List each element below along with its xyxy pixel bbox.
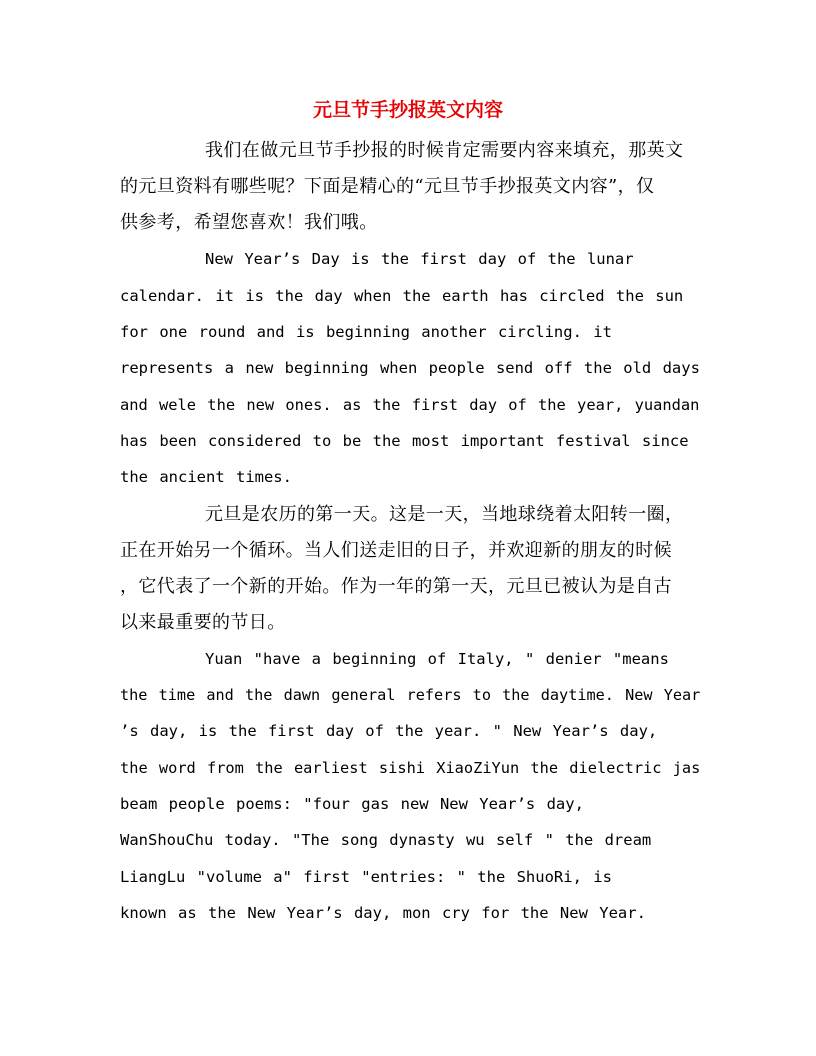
english-para1-line: the ancient times. [120,468,292,486]
english-para2-line: Yuan "have a beginning of Italy, " denier "means [205,650,669,668]
chinese-para-line: 正在开始另一个循环。当人们送走旧的日子，并欢迎新的朋友的时候 [120,540,672,561]
chinese-para-line: ，它代表了一个新的开始。作为一年的第一天，元旦已被认为是自古 [120,576,672,597]
english-para2-line: LiangLu "volume a" first "entries: " the ShuoRi, is [120,868,612,886]
intro-line: 供参考，希望您喜欢！我们哦。 [120,212,378,233]
english-para2-line: the time and the dawn general refers to the daytime. New Year [120,686,701,704]
english-para1-line: calendar. it is the day when the earth has circled the sun [120,287,684,305]
chinese-para-line: 以来最重要的节日。 [120,612,286,633]
document-title: 元旦节手抄报英文内容 [312,99,503,121]
intro-line: 我们在做元旦节手抄报的时候肯定需要内容来填充，那英文 [205,140,684,161]
english-para2-line: ’s day, is the first day of the year. " New Year’s day, [120,722,658,740]
intro-line: 的元旦资料有哪些呢？下面是精心的“元旦节手抄报英文内容”，仅 [120,176,655,197]
english-para2-line: beam people poems: "four gas new New Year’s day, [120,795,584,813]
english-para1-line: represents a new beginning when people send off the old days [120,359,700,377]
english-para1-line: for one round and is beginning another circling. it [120,323,612,341]
english-para1-line: has been considered to be the most important festival since [120,432,689,450]
english-para1-line: and wele the new ones. as the first day of the year, yuandan [120,396,700,414]
english-para2-line: WanShouChu today. "The song dynasty wu self " the dream [120,831,652,849]
english-para2-line: known as the New Year’s day, mon cry for the New Year. [120,904,646,922]
english-para2-line: the word from the earliest sishi XiaoZiYun the dielectric jas [120,759,701,777]
english-para1-line: New Year’s Day is the first day of the lunar [205,250,634,268]
chinese-para-line: 元旦是农历的第一天。这是一天，当地球绕着太阳转一圈， [205,504,684,525]
